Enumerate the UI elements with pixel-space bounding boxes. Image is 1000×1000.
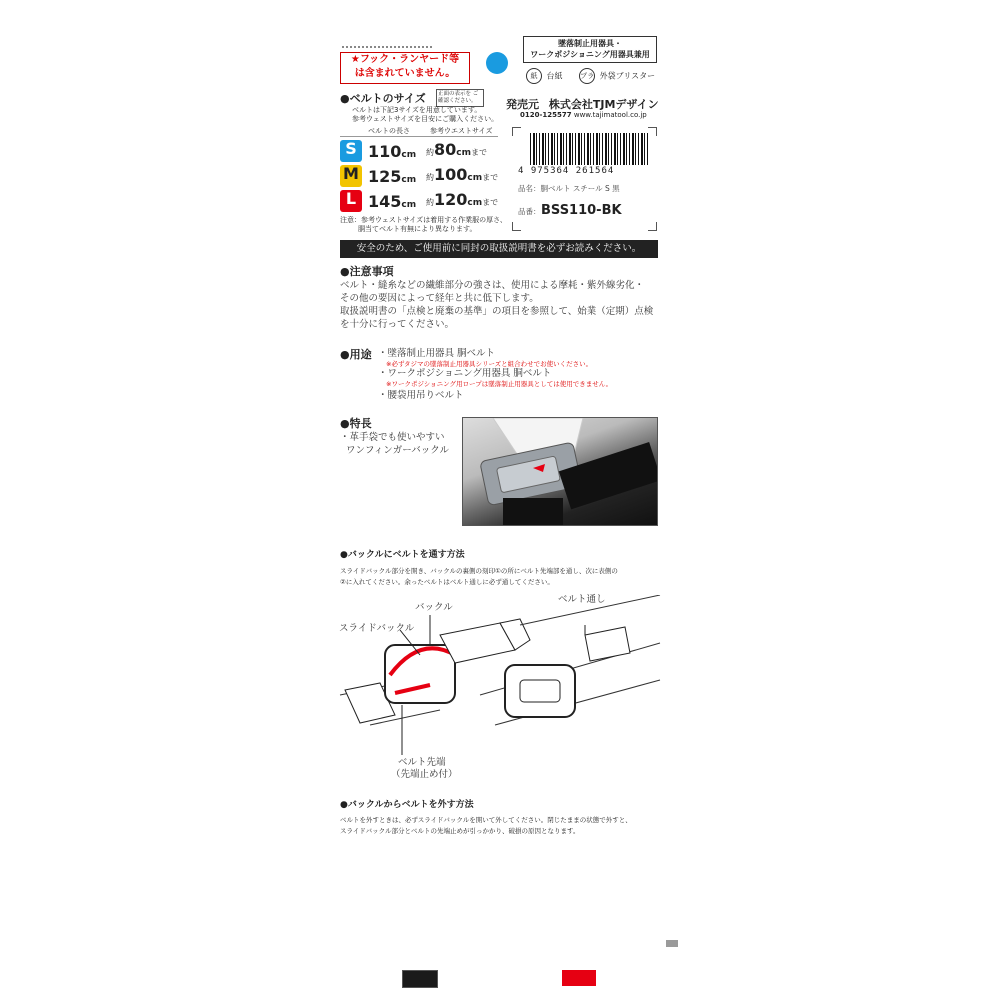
size-length-l: 145cm <box>368 192 417 211</box>
usage-item-1-note: ※必ずタジマの墜落制止用器具シリーズと組合わせでお使いください。 <box>386 360 593 368</box>
safety-banner: 安全のため、ご使用前に同封の取扱説明書を必ずお読みください。 <box>340 240 658 258</box>
barcode-corner-tl <box>512 127 521 136</box>
caution-line-1: ベルト・縫糸などの繊維部分の強さは、使用による摩耗・紫外線劣化・ <box>340 280 645 291</box>
size-description-2: 参考ウェストサイズを目安にご購入ください。 <box>352 115 499 123</box>
plastic-recycle-label: 外袋ブリスター <box>599 71 656 81</box>
size-badge-s: S <box>340 140 362 162</box>
bullet-icon: ● <box>340 265 350 278</box>
bullet-icon: ● <box>340 92 350 105</box>
label-buckle: バックル <box>415 602 453 613</box>
vendor-label: 発売元 <box>506 98 539 111</box>
features-heading: ●特長 <box>340 417 372 430</box>
product-name-line <box>518 183 620 194</box>
plastic-recycle-icon: プラ <box>579 68 595 84</box>
size-badge-m: M <box>340 165 362 187</box>
caution-heading: ●注意事項 <box>340 265 394 278</box>
vendor-phone: 0120-125577 <box>520 111 572 119</box>
threading-desc-2: ②に入れてください。余ったベルトはベルト通しに必ず通してください。 <box>340 578 554 586</box>
usage-item-1: ・墜落制止用器具 胴ベルト <box>378 348 496 359</box>
caution-body <box>340 279 660 331</box>
features-line-1: ・革手袋でも使いやすい <box>340 432 445 443</box>
size-waist-l: 約120cmまで <box>426 190 499 209</box>
usage-item-3: ・腰袋用吊りベルト <box>378 390 464 401</box>
barcode-corner-br <box>648 222 657 231</box>
bullet-icon: ● <box>340 800 348 810</box>
certification-line-1: 墜落制止用器具・ <box>558 39 622 48</box>
size-badge-l: L <box>340 190 362 212</box>
threading-heading: ●バックルにベルトを通す方法 <box>340 550 465 560</box>
vendor-url: www.tajimatool.co.jp <box>573 111 647 119</box>
product-code-label: 品番： <box>518 207 541 216</box>
buckle-window-shape <box>520 680 560 702</box>
belt-loop-shape <box>585 627 630 661</box>
size-length-m: 125cm <box>368 167 417 186</box>
size-length-s: 110cm <box>368 142 417 161</box>
warning-line-2: は含まれていません。 <box>354 68 456 79</box>
size-row-m <box>340 165 500 189</box>
caution-line-3: 取扱説明書の「点検と廃棄の基準」の項目を参照して、始業（定期）点検 <box>340 306 654 317</box>
certification-box <box>523 36 657 63</box>
red-color-swatch[interactable] <box>562 970 596 986</box>
warning-box <box>340 52 470 84</box>
barcode-image <box>530 133 650 165</box>
features-line-2: ワンフィンガーバックル <box>346 445 449 456</box>
vendor-company: 株式会社TJMデザイン <box>548 98 659 111</box>
removal-desc-1: ベルトを外すときは、必ずスライドバックルを開いて外してください。閉じたままの状態で外すと、 <box>340 816 632 824</box>
label-belt-loop: ベルト通し <box>558 594 606 605</box>
usage-item-2-note: ※ワークポジショニング用ロープは墜落制止用器具としては使用できません。 <box>386 380 613 388</box>
vendor-line <box>506 96 659 112</box>
black-color-swatch[interactable] <box>402 970 438 988</box>
barcode-corner-bl <box>512 222 521 231</box>
recycle-marks <box>526 68 655 84</box>
bullet-icon: ● <box>340 417 350 430</box>
removal-desc-2: スライドバックル部分とベルトの先端止めが引っかかり、破損の原因となります。 <box>340 827 580 835</box>
barcode-number: 4 975364 261564 <box>518 166 615 176</box>
product-code: BSS110-BK <box>541 203 622 218</box>
removal-heading: ●バックルからベルトを外す方法 <box>340 800 474 810</box>
size-row-s <box>340 140 500 164</box>
gray-swatch[interactable] <box>666 940 678 947</box>
label-belt-tip-2: （先端止め付） <box>391 769 458 780</box>
product-name-label: 品名： <box>518 184 541 193</box>
size-footnote-1: 注意：参考ウェストサイズは着用する作業服の厚さ、 <box>340 216 507 224</box>
color-dot-icon <box>486 52 508 74</box>
usage-item-2: ・ワークポジショニング用器具 胴ベルト <box>378 368 552 379</box>
usage-heading: ●用途 <box>340 348 372 361</box>
product-name: 胴ベルト スチール S 黒 <box>540 184 620 193</box>
bullet-icon: ● <box>340 550 348 560</box>
size-footnote-2: 胴当てベルト有無により異なります。 <box>358 225 477 233</box>
column-waist-size: 参考ウエストサイズ <box>430 127 493 135</box>
buckle-photo-illustration <box>463 418 657 525</box>
bullet-icon: ● <box>340 348 350 361</box>
warning-line-1: ★フック・ランヤード等 <box>350 54 460 65</box>
certification-line-2: ワークポジショニング用器具兼用 <box>530 50 650 59</box>
size-note-box: 正面の表示を ご確認ください。 <box>436 89 484 107</box>
column-belt-length: ベルトの長さ <box>368 127 410 135</box>
paper-recycle-label: 台紙 <box>546 71 563 81</box>
caution-line-2: その他の要因によって経年と共に低下します。 <box>340 293 539 304</box>
vendor-contact <box>520 111 647 119</box>
label-belt-tip-1: ベルト先端 <box>398 757 446 768</box>
label-slide-buckle: スライドバックル <box>339 623 415 634</box>
size-row-l <box>340 190 500 214</box>
threading-desc-1: スライドバックル部分を開き、バックルの裏側の刻印①の所にベルト先端部を通し、次に表側の <box>340 567 618 575</box>
dotted-divider <box>342 46 432 48</box>
paper-recycle-icon: 紙 <box>526 68 542 84</box>
size-description-1: ベルトは下記3サイズを用意しています。 <box>352 106 482 114</box>
buckle-photo <box>462 417 658 526</box>
caution-line-4: を十分に行ってください。 <box>340 319 455 330</box>
size-table-divider <box>340 136 498 137</box>
belt-size-heading: ●ベルトのサイズ <box>340 92 426 105</box>
size-waist-m: 約100cmまで <box>426 165 499 184</box>
size-waist-s: 約80cmまで <box>426 140 487 159</box>
